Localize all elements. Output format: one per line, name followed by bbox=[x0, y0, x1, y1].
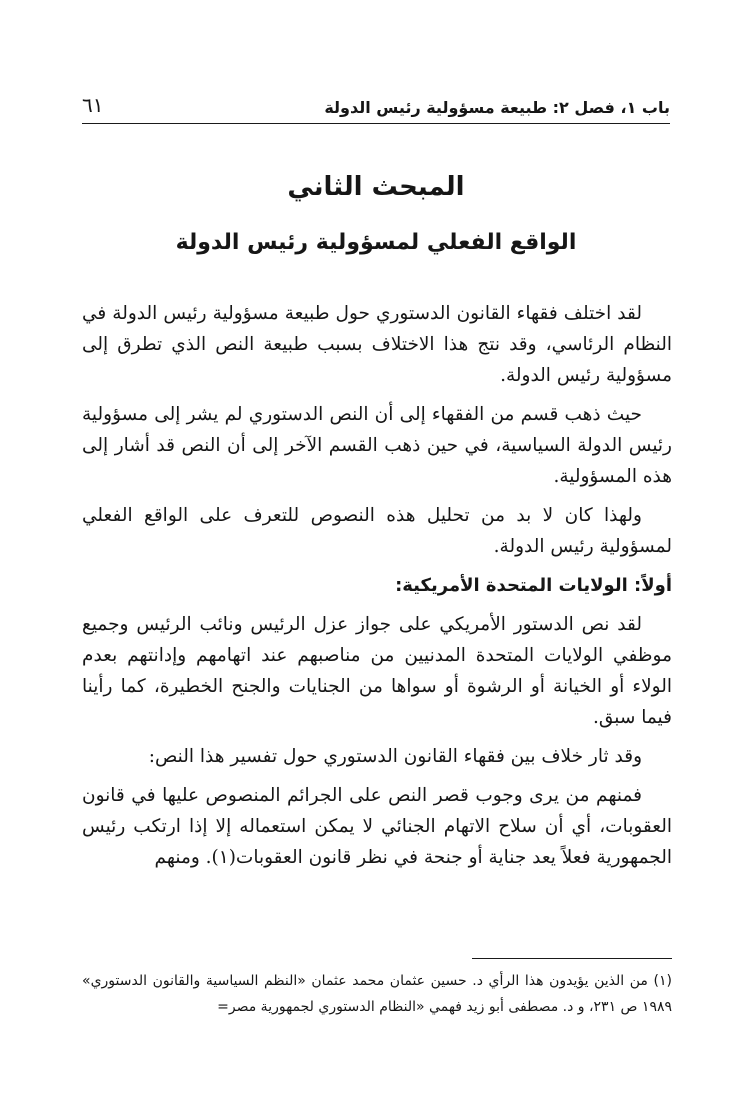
section-subheading: الواقع الفعلي لمسؤولية رئيس الدولة bbox=[175, 230, 577, 255]
footnote-divider bbox=[472, 958, 672, 959]
paragraph-2: حيث ذهب قسم من الفقهاء إلى أن النص الدستوري لم يشر إلى مسؤولية رئيس الدولة السياسية، في حين ذهب القسم الآخر إلى أن النص قد أشار إلى هذه المسؤولية. bbox=[82, 404, 672, 487]
footnotes bbox=[82, 968, 672, 1020]
paragraph-5: وقد ثار خلاف بين فقهاء القانون الدستوري حول تفسير هذا النص: bbox=[148, 746, 642, 767]
paragraph-1: لقد اختلف فقهاء القانون الدستوري حول طبيعة مسؤولية رئيس الدولة في النظام الرئاسي، وقد نتج هذا الاختلاف بسبب طبيعة النص الذي تطرق إلى مسؤولية رئيس الدولة. bbox=[82, 303, 672, 386]
page-number: ٦١ bbox=[82, 93, 104, 117]
footnote-1: (١) من الذين يؤيدون هذا الرأي د. حسين عثمان محمد عثمان «النظم السياسية والقانون الدستوري» ١٩٨٩ ص ٢٣١، و د. مصطفى أبو زيد فهمي «النظام الدستوري لجمهورية مصر= bbox=[82, 973, 672, 1015]
paragraph-3: ولهذا كان لا بد من تحليل هذه النصوص للتعرف على الواقع الفعلي لمسؤولية رئيس الدولة. bbox=[82, 505, 672, 557]
running-title: باب ١، فصل ٢: طبيعة مسؤولية رئيس الدولة bbox=[324, 98, 670, 117]
subsection-heading-usa: أولاً: الولايات المتحدة الأمريكية: bbox=[395, 575, 672, 596]
body-text bbox=[82, 298, 672, 881]
running-header bbox=[82, 92, 670, 124]
paragraph-4: لقد نص الدستور الأمريكي على جواز عزل الرئيس ونائب الرئيس وجميع موظفي الولايات المتحدة المدنيين من مناصبهم عند اتهامهم وإدانتهم بعدم الولاء أو الخيانة أو الرشوة أو سواها من الجنايات والجنح الخطيرة، كما رأينا فيما سبق. bbox=[82, 614, 672, 728]
paragraph-6: فمنهم من يرى وجوب قصر النص على الجرائم المنصوص عليها في قانون العقوبات، أي أن سلاح الاتهام الجنائي لا يمكن استعماله إلا إذا ارتكب رئيس الجمهورية فعلاً يعد جناية أو جنحة في نظر قانون العقوبات(١). ومنهم bbox=[82, 785, 672, 868]
section-heading: المبحث الثاني bbox=[287, 172, 465, 202]
